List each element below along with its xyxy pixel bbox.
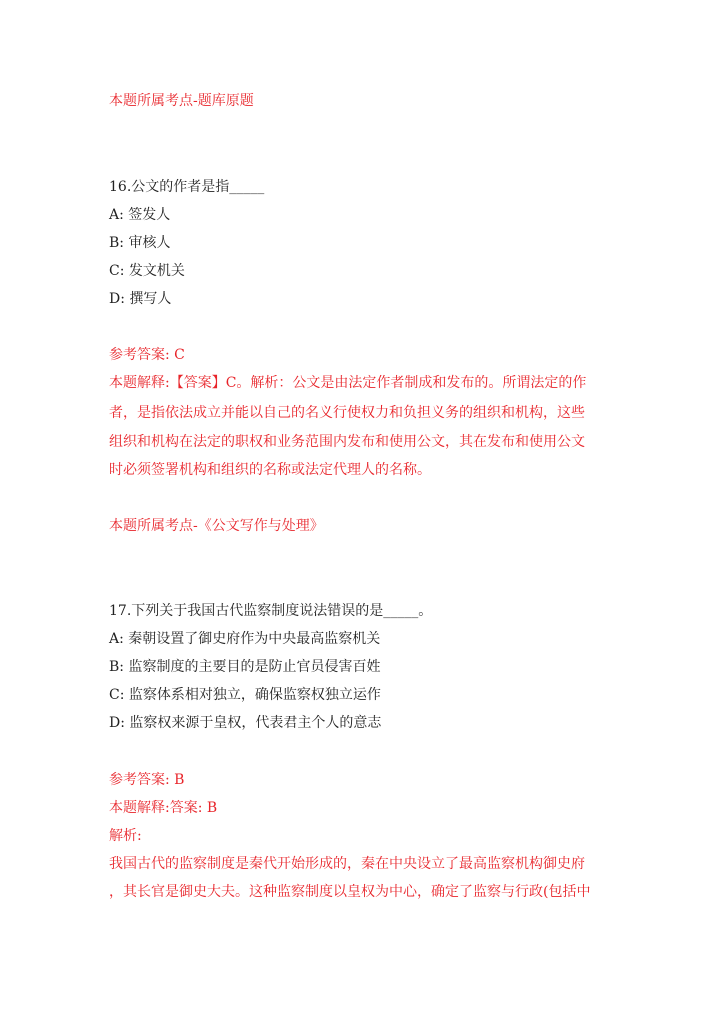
q16-explanation-line-1: 本题解释:【答案】C。解析：公文是由法定作者制成和发布的。所谓法定的作 [109,375,587,391]
q16-option-d: D: 撰写人 [109,291,172,307]
q16-option-c: C: 发文机关 [109,263,185,279]
q17-option-a: A: 秦朝设置了御史府作为中央最高监察机关 [109,631,381,647]
q16-option-a: A: 签发人 [109,207,171,223]
q17-option-c: C: 监察体系相对独立，确保监察权独立运作 [109,687,381,703]
q16-explanation-line-4: 时必须签署机构和组织的名称或法定代理人的名称。 [109,462,431,478]
q15-topic-line: 本题所属考点-题库原题 [109,93,254,109]
q16-explanation-line-3: 组织和机构在法定的职权和业务范围内发布和使用公文，其在发布和使用公文 [109,434,585,450]
q17-stem: 17.下列关于我国古代监察制度说法错误的是_____。 [109,603,433,619]
q16-topic-line: 本题所属考点-《公文写作与处理》 [109,518,324,534]
q17-answer: 参考答案: B [109,772,185,788]
q17-option-d: D: 监察权来源于皇权，代表君主个人的意志 [109,715,382,731]
q16-answer: 参考答案: C [109,347,185,363]
q17-analysis-line-2: ，其长官是御史大夫。这种监察制度以皇权为中心，确定了监察与行政(包括中 [109,884,591,900]
q16-explanation-line-2: 者，是指依法成立并能以自己的名义行使权力和负担义务的组织和机构，这些 [109,405,585,421]
q17-analysis-line-1: 我国古代的监察制度是秦代开始形成的，秦在中央设立了最高监察机构御史府 [109,856,585,872]
q16-stem: 16.公文的作者是指_____ [109,179,265,195]
q17-explanation-header: 本题解释:答案: B [109,800,218,816]
q17-option-b: B: 监察制度的主要目的是防止官员侵害百姓 [109,659,381,675]
q17-analysis-label: 解析: [109,828,142,844]
q16-option-b: B: 审核人 [109,235,171,251]
